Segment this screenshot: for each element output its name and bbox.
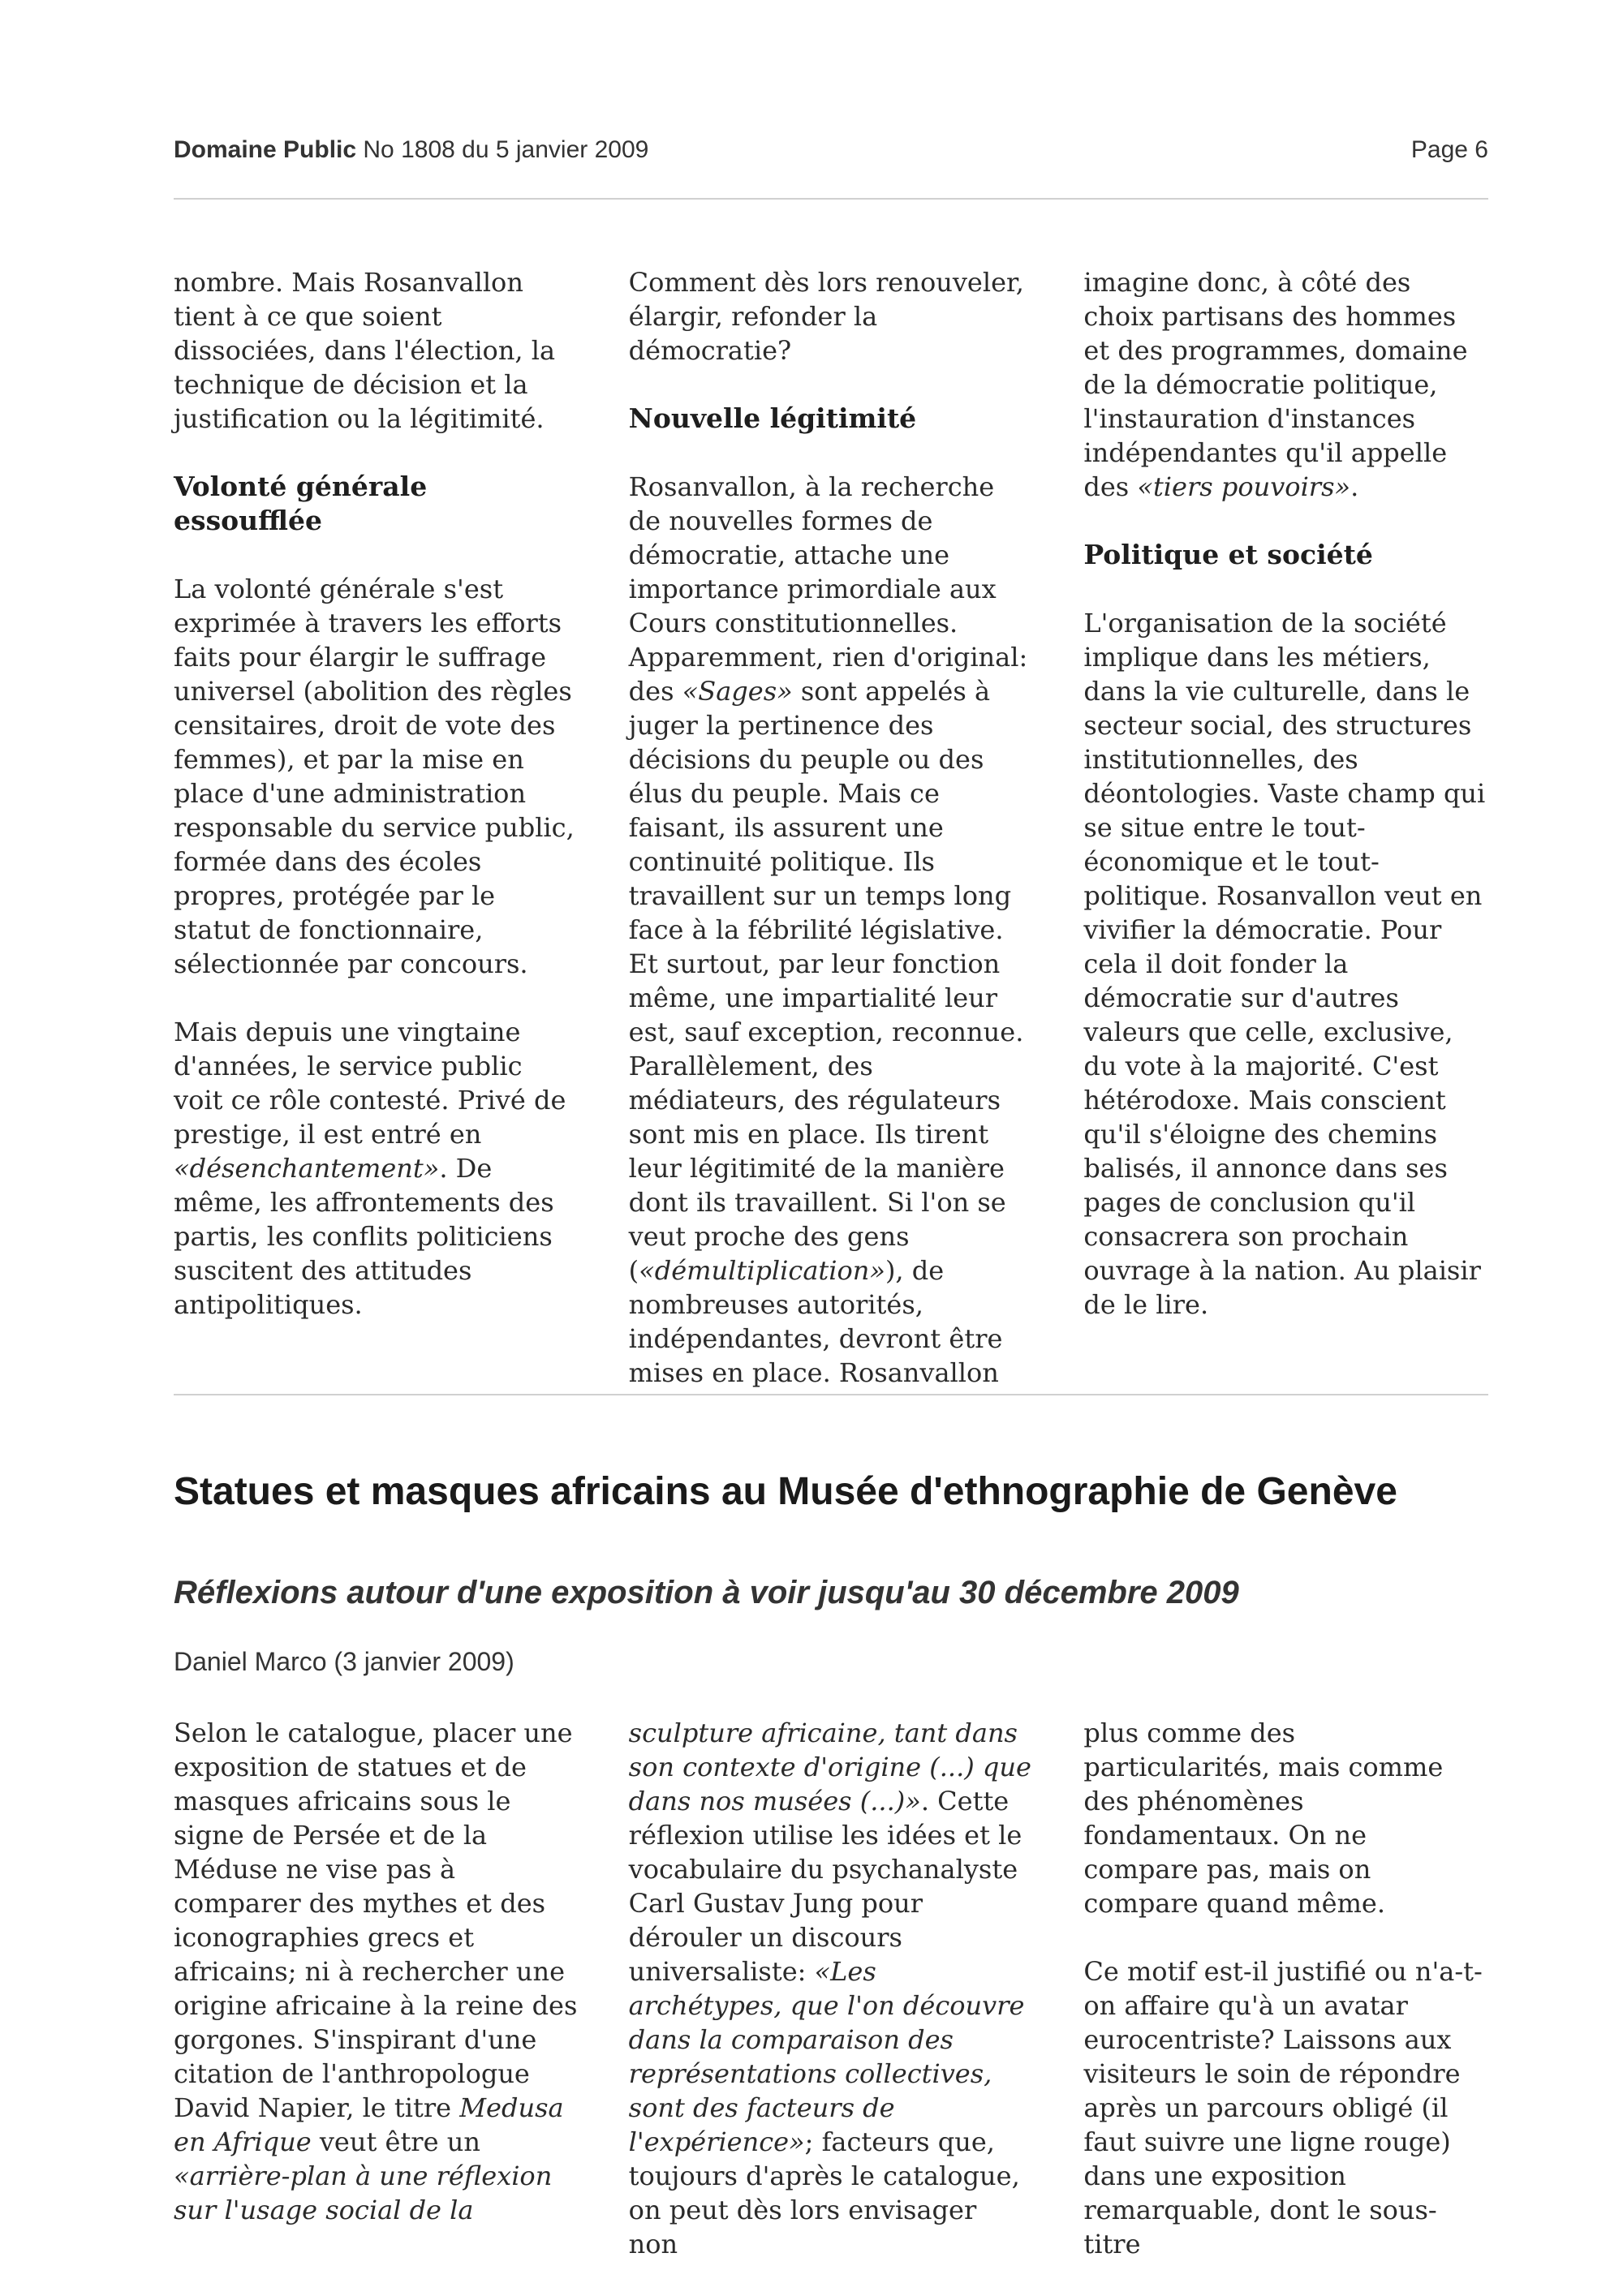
paragraph: L'organisation de la société implique dans les métiers, dans la vie culturelle, dans le secteur social, des structures institutionnelles, des déontologies. Vaste champ qui se situe entre le tout-économique et le tout-politique. Rosanvallon veut en vivifier la démocratie. Pour cela il doit fonder la démocratie sur d'autres valeurs que celle, exclusive, du vote à la majorité. C'est hétérodoxe. Mais conscient qu'il s'éloigne des chemins balisés, il annonce dans ses pages de conclusion qu'il consacrera son prochain ouvrage à la nation. Au plaisir de le lire. — [1083, 608, 1486, 1320]
paragraph: La volonté générale s'est exprimée à travers les efforts faits pour élargir le suffrage universel (abolition des règles censitaires, droit de vote des femmes), et par la mise en place d'une administration responsable du service public, formée dans des écoles propres, protégée par le statut de fonctionnaire, sélectionnée par concours. — [174, 574, 575, 979]
paragraph: nombre. Mais Rosanvallon tient à ce que soient dissociées, dans l'élection, la technique de décision et la justification ou la légitimité. — [174, 267, 556, 434]
paragraph: imagine donc, à côté des choix partisans des hommes et des programmes, domaine de la démocratie politique, l'instauration d'instances indépendantes qu'il appelle des «tiers pouvoirs». — [1083, 267, 1468, 502]
column-3 — [1083, 265, 1488, 1424]
section-heading: Volonté générale essoufflée — [174, 471, 428, 536]
column-2 — [629, 1716, 1034, 2295]
column-3 — [1083, 1716, 1488, 2295]
header-divider — [174, 198, 1488, 200]
page-number: Page 6 — [1410, 136, 1488, 163]
paragraph: Mais depuis une vingtaine d'années, le service public voit ce rôle contesté. Privé de prestige, il est entré en «désenchantement». De même, les affrontements des partis, les conflits politiciens suscitent des attitudes antipolitiques. — [174, 1017, 566, 1320]
page-header — [174, 136, 1488, 164]
paragraph: Rosanvallon, à la recherche de nouvelles formes de démocratie, attache une importance primordiale aux Cours constitutionnelles. Apparemment, rien d'original: des «Sages» sont appelés à juger la pertinence des décisions du peuple ou des élus du peuple. Mais ce faisant, ils assurent une continuité politique. Ils travaillent sur un temps long face à la fébrilité législative. Et surtout, par leur fonction même, une impartialité leur est, sauf exception, reconnue. Parallèlement, des médiateurs, des régulateurs sont mis en place. Ils tirent leur légitimité de la manière dont ils travaillent. Si l'on se veut proche des gens («démultiplication»), de nombreuses autorités, indépendantes, devront être mises en place. Rosanvallon — [628, 471, 1028, 1388]
article-columns — [174, 1716, 1488, 2295]
article-divider — [174, 1394, 1488, 1395]
issue-number: No 1808 du 5 janvier 2009 — [363, 136, 649, 163]
article-subtitle: Réflexions autour d'une exposition à voir jusqu'au 30 décembre 2009 — [174, 1575, 1239, 1610]
column-1 — [174, 1716, 579, 2295]
byline: Daniel Marco (3 janvier 2009) — [174, 1647, 514, 1676]
column-2 — [629, 265, 1034, 1424]
paragraph: Comment dès lors renouveler, élargir, refonder la démocratie? — [628, 267, 1024, 366]
paragraph: plus comme des particularités, mais comme des phénomènes fondamentaux. On ne compare pas, mais on compare quand même. — [1083, 1718, 1444, 1919]
column-1 — [174, 265, 579, 1424]
publication-name: Domaine Public — [174, 136, 357, 163]
article-continuation-columns — [174, 265, 1488, 1424]
section-heading: Politique et société — [1083, 539, 1373, 570]
paragraph: sculpture africaine, tant dans son contexte d'origine (...) que dans nos musées (...)». Cette réflexion utilise les idées et le vocabulaire du psychanalyste Carl Gustav Jung pour dérouler un discours universaliste: «Les archétypes, que l'on découvre dans la comparaison des représentations collectives, sont des facteurs de l'expérience»; facteurs que, toujours d'après le catalogue, on peut dès lors envisager non — [628, 1718, 1031, 2259]
section-heading: Nouvelle légitimité — [628, 402, 917, 434]
article-title: Statues et masques africains au Musée d'ethnographie de Genève — [174, 1470, 1397, 1513]
issue-info — [174, 136, 648, 164]
paragraph: Selon le catalogue, placer une exposition de statues et de masques africains sous le signe de Persée et de la Méduse ne vise pas à comparer des mythes et des iconographies grecs et africains; ni à rechercher une origine africaine à la reine des gorgones. S'inspirant d'une citation de l'anthropologue David Napier, le titre Medusa en Afrique veut être un «arrière-plan à une réflexion sur l'usage social de la — [174, 1718, 578, 2225]
paragraph: Ce motif est-il justifié ou n'a-t-on affaire qu'à un avatar eurocentriste? Laissons aux visiteurs le soin de répondre après un parcours obligé (il faut suivre une ligne rouge) dans une exposition remarquable, dont le sous-titre — [1083, 1956, 1483, 2259]
